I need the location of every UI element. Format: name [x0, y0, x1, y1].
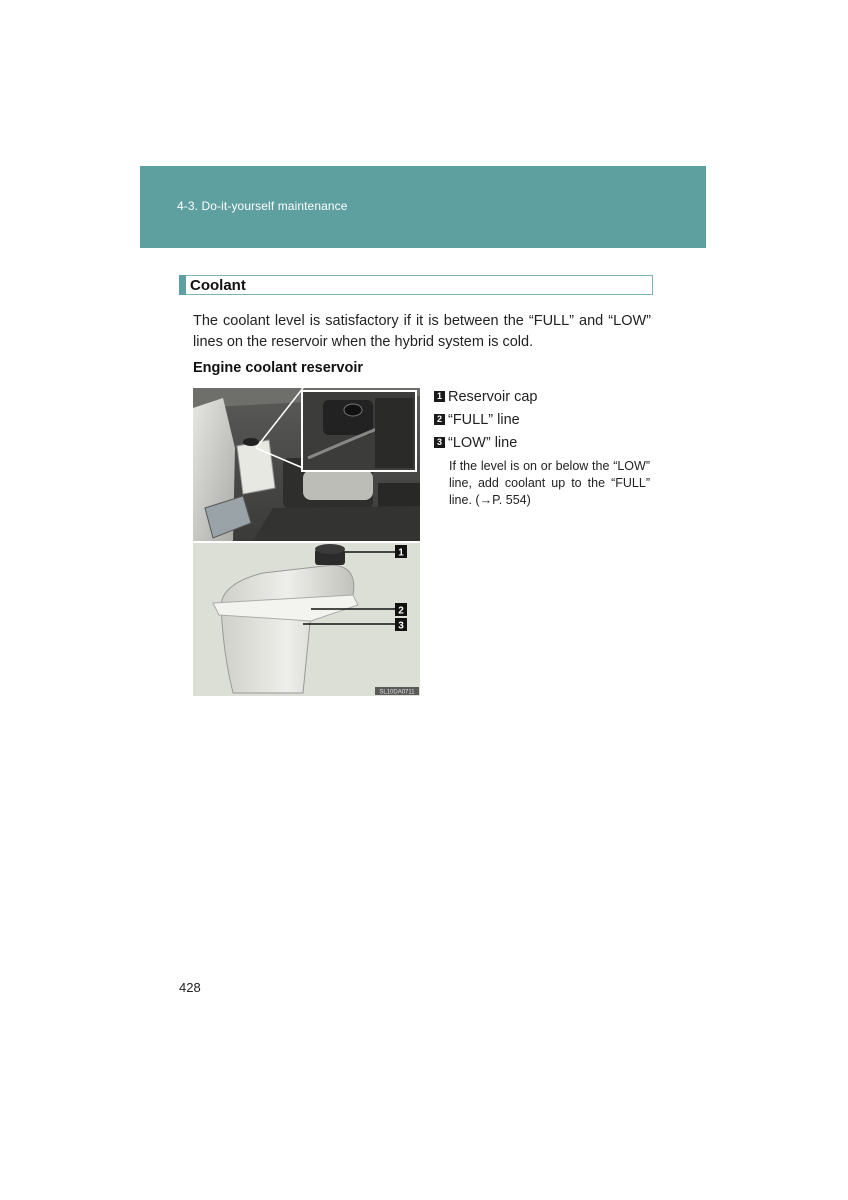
section-title: 4-3. Do-it-yourself maintenance [177, 199, 348, 213]
legend-item [434, 385, 537, 408]
figure-code: SL10DA0711 [379, 689, 415, 696]
svg-text:2: 2 [398, 605, 404, 617]
engine-bay-illustration [193, 388, 420, 541]
coolant-heading-text: Coolant [190, 277, 246, 294]
reservoir-photo [193, 543, 420, 696]
page-number: 428 [179, 980, 201, 995]
legend-item [434, 408, 537, 431]
legend-label: “FULL” line [448, 411, 520, 428]
legend-number: 1 [434, 391, 445, 402]
callout-1 [395, 545, 407, 559]
coolant-heading [179, 275, 653, 295]
coolant-intro: The coolant level is satisfactory if it is between the “FULL” and “LOW” lines on the reservoir when the hybrid system is cold. [193, 313, 651, 350]
legend-label: Reservoir cap [448, 388, 538, 405]
chapter-header [140, 166, 706, 248]
legend-label: “LOW” line [448, 434, 518, 451]
reservoir-illustration [193, 543, 420, 696]
engine-bay-photo [193, 388, 420, 541]
coolant-note: If the level is on or below the “LOW” line, add coolant up to the “FULL” line. (→P. 554) [449, 459, 650, 507]
svg-text:1: 1 [398, 547, 404, 559]
reservoir-subhead: Engine coolant reservoir [193, 360, 364, 376]
heading-accent-bar [179, 275, 186, 295]
svg-text:3: 3 [398, 620, 404, 632]
callout-3 [395, 618, 407, 632]
legend-number: 3 [434, 437, 445, 448]
callout-2 [395, 603, 407, 617]
legend-item [434, 431, 537, 454]
legend [434, 385, 537, 454]
legend-number: 2 [434, 414, 445, 425]
